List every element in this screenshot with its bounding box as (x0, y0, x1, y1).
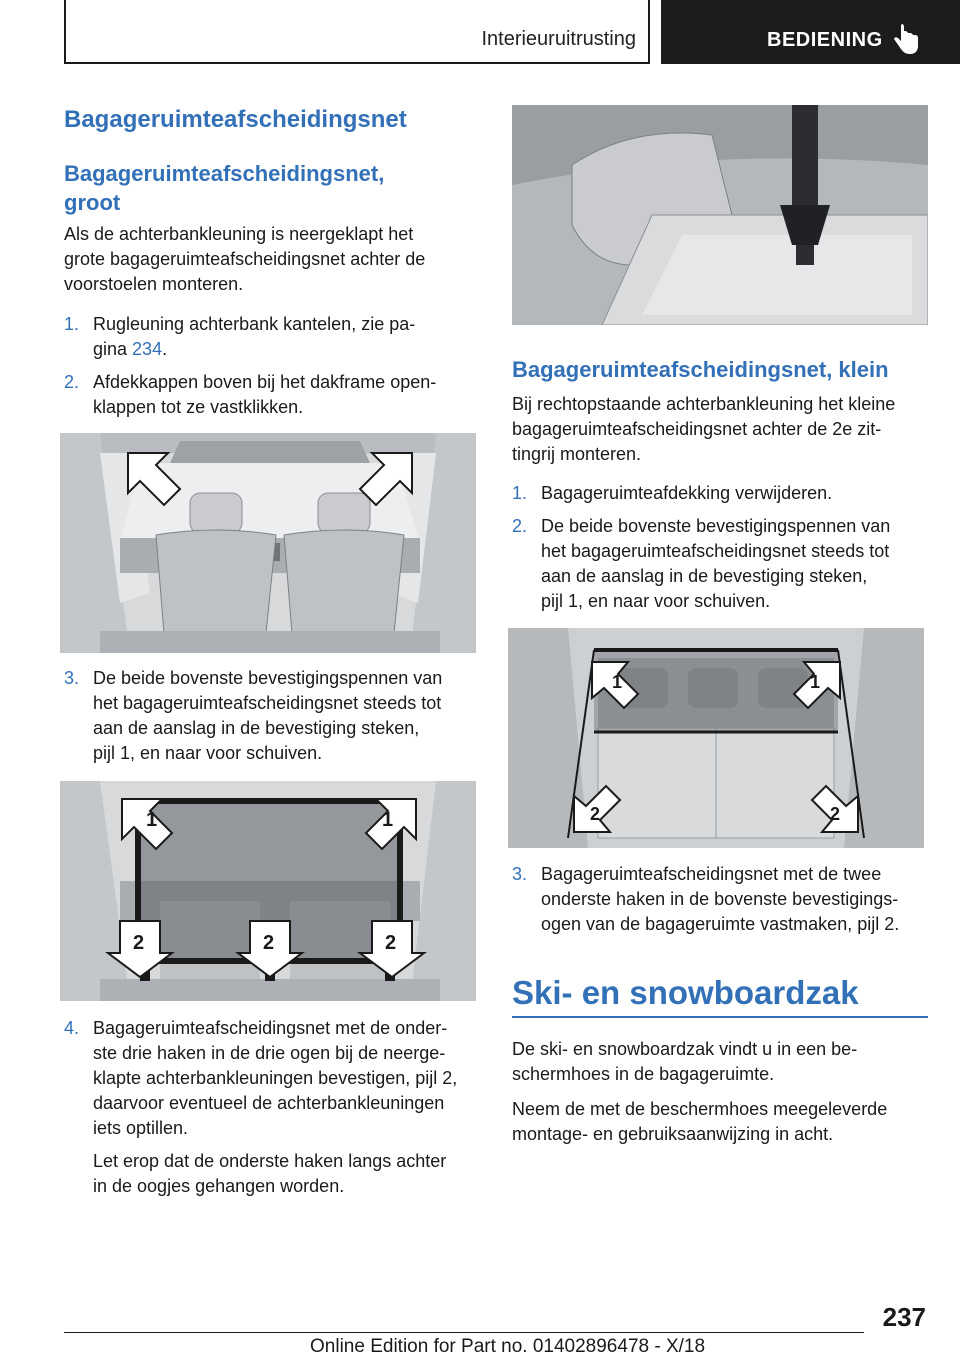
step-note-line: Let erop dat de onderste haken langs achter (93, 1151, 447, 1171)
ski-bag-title-rule (512, 1016, 928, 1018)
step-line: pijl 1, en naar voor schuiven. (93, 743, 323, 763)
step-line: klapte achterbankleuningen bevestigen, pijl 2, (93, 1068, 458, 1088)
step-3-large (64, 666, 484, 766)
step-line: De beide bovenste bevestigingspennen van (541, 516, 891, 536)
step-line: Bagageruimteafscheidingsnet met de onder- (93, 1018, 448, 1038)
step-line: daarvoor eventueel de achterbankleuningen (93, 1093, 445, 1113)
step-line: Afdekkappen boven bij het dakframe open- (93, 372, 437, 392)
step-1-small (512, 481, 932, 507)
step-text (93, 1016, 457, 1199)
step-text (541, 514, 890, 614)
step-line: iets optillen. (93, 1118, 189, 1138)
figure-label: 2 (385, 932, 397, 954)
step-line: aan de aanslag in de bevestiging steken, (541, 566, 868, 586)
figure-large-net-mounted (60, 781, 476, 1001)
ski-bag-paragraph-1 (512, 1037, 857, 1087)
footer-rule (64, 1332, 864, 1333)
subsection-title-large-line1: Bagageruimteafscheidingsnet, (64, 161, 385, 186)
subsection-title-small: Bagageruimteafscheidingsnet, klein (512, 357, 889, 382)
figure-cap-detail (512, 105, 928, 325)
header-chapter-tab (661, 0, 960, 64)
intro-line: tingrij monteren. (512, 444, 642, 464)
section-title: Bagageruimteafscheidingsnet (64, 106, 407, 133)
step-text (93, 370, 436, 420)
step-4-large (64, 1016, 484, 1196)
header-section-title: Interieuruitrusting (481, 28, 636, 50)
step-number: 3. (512, 864, 528, 884)
step-text (541, 862, 899, 937)
intro-line: Bij rechtopstaande achterbankleuning het kleine (512, 394, 896, 414)
step-text (93, 666, 442, 766)
step-number: 1. (64, 314, 80, 334)
figure-label: 1 (382, 809, 394, 831)
step-line-suffix: . (162, 339, 168, 359)
step-line: ogen van de bagageruimte vastmaken, pijl 2. (541, 914, 900, 934)
step-number: 2. (512, 516, 528, 536)
step-line: De beide bovenste bevestigingspennen van (93, 668, 443, 688)
figure-small-net-mounted (508, 628, 924, 848)
intro-line: grote bagageruimteafscheidingsnet achter de (64, 249, 426, 269)
header-chapter-title: BEDIENING (767, 29, 883, 51)
figure-label: 2 (590, 804, 601, 824)
step-line: onderste haken in de bovenste bevestigings- (541, 889, 899, 909)
figure-label: 2 (263, 932, 275, 954)
step-line-prefix: gina (93, 339, 133, 359)
intro-paragraph-small (512, 392, 895, 467)
step-number: 1. (512, 483, 528, 503)
step-number: 3. (64, 668, 80, 688)
step-text: Bagageruimteafdekking verwijderen. (541, 483, 833, 503)
footer-edition: Online Edition for Part no. 01402896478 - X/18 (310, 1336, 706, 1357)
step-line: klappen tot ze vastklikken. (93, 397, 304, 417)
figure-label: 1 (612, 672, 623, 692)
hand-pointer-icon (892, 24, 920, 56)
step-number: 2. (64, 372, 80, 392)
figure-label: 2 (133, 932, 145, 954)
step-line: Rugleuning achterbank kantelen, zie pa- (93, 314, 416, 334)
intro-line: voorstoelen monteren. (64, 274, 244, 294)
step-line (93, 337, 415, 362)
header-section-box (64, 0, 650, 64)
figure-label: 1 (146, 809, 158, 831)
figure-caps-open (60, 433, 476, 653)
page-reference-link[interactable]: 234 (132, 339, 163, 359)
step-1-large (64, 312, 484, 362)
ski-bag-paragraph-2 (512, 1097, 887, 1147)
step-number: 4. (64, 1018, 80, 1038)
step-line: aan de aanslag in de bevestiging steken, (93, 718, 420, 738)
step-line: het bagageruimteafscheidingsnet steeds tot (93, 693, 442, 713)
figure-label: 2 (830, 804, 841, 824)
step-line: het bagageruimteafscheidingsnet steeds tot (541, 541, 890, 561)
paragraph-line: De ski- en snowboardzak vindt u in een be- (512, 1039, 858, 1059)
step-2-small (512, 514, 932, 614)
ski-bag-title: Ski- en snowboardzak (512, 974, 859, 1011)
paragraph-line: Neem de met de beschermhoes meegeleverde (512, 1099, 888, 1119)
paragraph-line: montage- en gebruiksaanwijzing in acht. (512, 1124, 834, 1144)
page-number: 237 (882, 1302, 926, 1332)
subsection-title-large-line2: groot (64, 190, 121, 215)
step-note-line: in de oogjes gehangen worden. (93, 1176, 345, 1196)
paragraph-line: schermhoes in de bagageruimte. (512, 1064, 775, 1084)
intro-paragraph-large (64, 222, 425, 297)
step-text (93, 312, 415, 362)
step-2-large (64, 370, 484, 420)
step-line: Bagageruimteafscheidingsnet met de twee (541, 864, 882, 884)
step-line: pijl 1, en naar voor schuiven. (541, 591, 771, 611)
step-line: ste drie haken in de drie ogen bij de neerge- (93, 1043, 446, 1063)
figure-label: 1 (810, 672, 821, 692)
step-3-small (512, 862, 932, 942)
intro-line: bagageruimteafscheidingsnet achter de 2e zit- (512, 419, 882, 439)
intro-line: Als de achterbankleuning is neergeklapt het (64, 224, 414, 244)
